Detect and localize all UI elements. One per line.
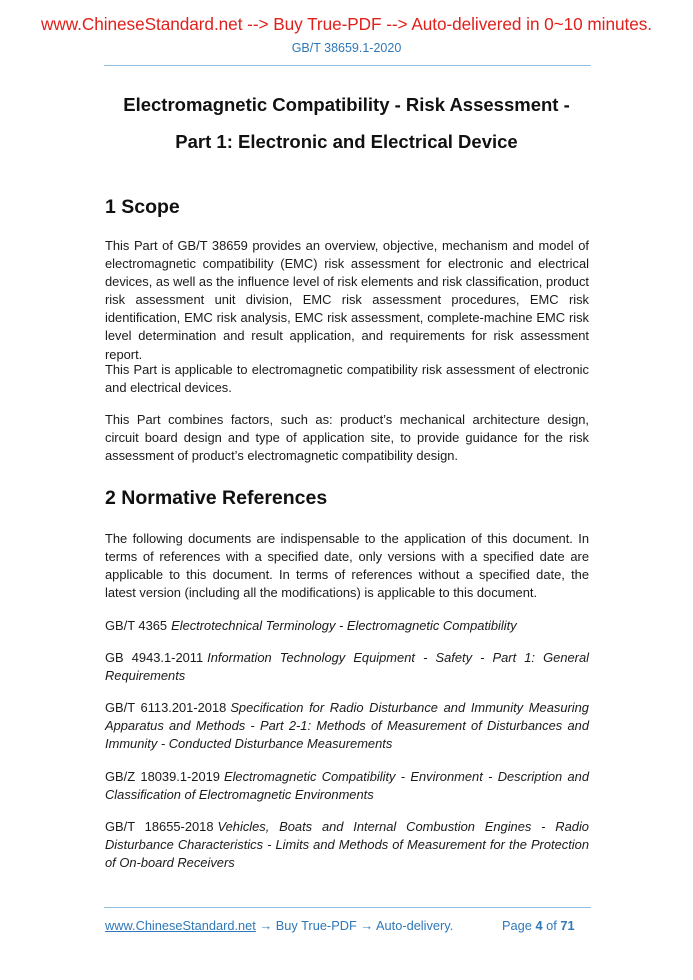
scope-paragraph-2: This Part is applicable to electromagnetic compatibility risk assessment of electronic and electrical devices. bbox=[105, 362, 589, 396]
reference-code: GB/Z 18039.1-2019 bbox=[105, 769, 220, 784]
scope-paragraph-1: This Part of GB/T 38659 provides an overview, objective, mechanism and model of electromagnetic compatibility (EMC) risk assessment for electronic and electrical devices, as well as the influence level of risk elements and risk classification, product risk assessment unit division, EMC risk assessment procedures, EMC risk identification, EMC risk analysis, EMC risk assessment, complete-machine EMC risk level determination and result application, and requirements for risk assessment report. bbox=[105, 238, 589, 362]
footer-promo bbox=[105, 918, 453, 933]
document-title-line-1: Electromagnetic Compatibility - Risk Assessment - bbox=[123, 94, 570, 115]
header-banner[interactable]: www.ChineseStandard.net --> Buy True-PDF --> Auto-delivered in 0~10 minutes. bbox=[41, 14, 652, 34]
reference-item bbox=[105, 617, 589, 635]
section-heading-normative-references: 2 Normative References bbox=[105, 487, 328, 509]
scope-paragraph-3: This Part combines factors, such as: product’s mechanical architecture design, circuit board design and type of application site, to provide guidance for the risk assessment of product’s electromagnetic compatibility design. bbox=[105, 412, 589, 464]
footer-site-link[interactable]: www.ChineseStandard.net bbox=[105, 918, 256, 933]
reference-item bbox=[105, 699, 589, 753]
page-total: 71 bbox=[560, 918, 575, 933]
document-title-line-2: Part 1: Electronic and Electrical Device bbox=[175, 131, 518, 152]
reference-item bbox=[105, 818, 589, 872]
reference-title: Electromagnetic Compatibility - Environment - Description and Classification of Electromagnetic Environments bbox=[105, 769, 589, 803]
page-indicator bbox=[502, 918, 575, 933]
reference-title: Information Technology Equipment - Safety - Part 1: General Requirements bbox=[105, 650, 589, 684]
header-rule bbox=[104, 65, 591, 66]
reference-code: GB/T 18655-2018 bbox=[105, 819, 214, 834]
reference-code: GB/T 4365 bbox=[105, 618, 168, 633]
reference-title: Vehicles, Boats and Internal Combustion Engines - Radio Disturbance Characteristics - Limits and Methods of Measurement for the Protection of On-board Receivers bbox=[105, 819, 589, 871]
reference-title: Specification for Radio Disturbance and Immunity Measuring Apparatus and Methods - Part 2-1: Methods of Measurement of Disturbances and Immunity - Conducted Disturbance Measurements bbox=[105, 700, 589, 752]
page-of-label: of bbox=[546, 918, 557, 933]
reference-code: GB 4943.1-2011 bbox=[105, 650, 204, 665]
footer-promo-text: → Buy True-PDF → Auto-delivery. bbox=[255, 918, 454, 933]
standard-number: GB/T 38659.1-2020 bbox=[291, 41, 402, 55]
reference-item bbox=[105, 649, 589, 685]
reference-title: Electrotechnical Terminology - Electromagnetic Compatibility bbox=[171, 618, 517, 633]
page-label: Page bbox=[502, 918, 532, 933]
reference-code: GB/T 6113.201-2018 bbox=[105, 700, 227, 715]
footer-rule bbox=[104, 907, 591, 908]
page-current: 4 bbox=[535, 918, 543, 933]
references-intro-paragraph: The following documents are indispensable to the application of this document. In terms of references with a specified date, only versions with a specified date are applicable to this document. In terms of references without a specified date, the latest version (including all the modifications) is applicable to this document. bbox=[105, 531, 589, 601]
reference-item bbox=[105, 768, 589, 804]
section-heading-scope: 1 Scope bbox=[105, 196, 180, 218]
